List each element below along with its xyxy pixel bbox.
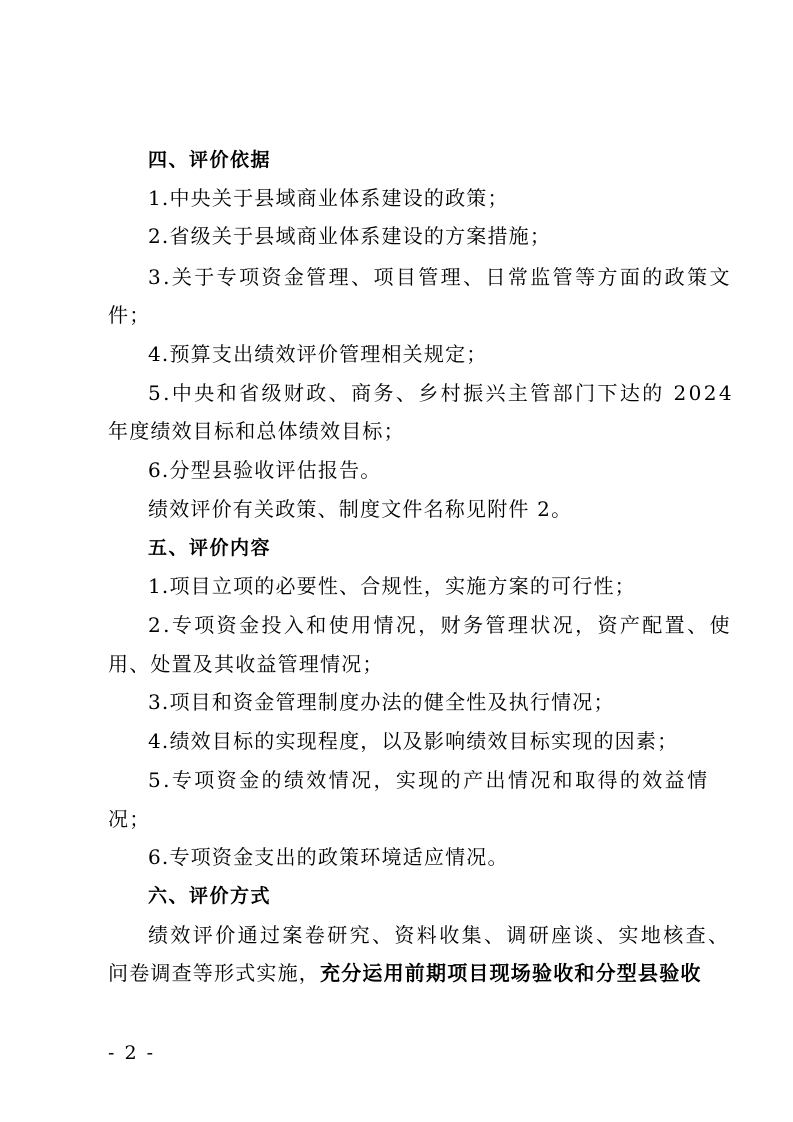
basis-item-4: 4.预算支出绩效评价管理相关规定；: [148, 342, 488, 366]
content-item-3: 3.项目和资金管理制度办法的健全性及执行情况；: [148, 690, 615, 714]
section-heading-evaluation-basis: 四、评价依据: [148, 149, 272, 171]
basis-item-3-line-2: 件；: [108, 303, 151, 327]
method-paragraph-bold-text: 充分运用前期项目现场验收和分型县验收: [320, 961, 702, 985]
section-heading-evaluation-content: 五、评价内容: [148, 537, 272, 559]
content-item-2-line-2: 用、处置及其收益管理情况；: [108, 652, 384, 676]
method-paragraph-normal-text: 问卷调查等形式实施，: [108, 961, 320, 985]
basis-item-2: 2.省级关于县域商业体系建设的方案措施；: [148, 224, 552, 248]
basis-item-5-line-2: 年度绩效目标和总体绩效目标；: [108, 419, 405, 443]
basis-item-1: 1.中央关于县域商业体系建设的政策；: [148, 186, 509, 210]
content-item-5-line-2: 况；: [108, 807, 151, 831]
method-paragraph-line-2: [108, 959, 702, 987]
content-item-1: 1.项目立项的必要性、合规性，实施方案的可行性；: [148, 574, 636, 598]
content-item-5-line-1: 5.专项资金的绩效情况，实现的产出情况和取得的效益情: [148, 768, 710, 792]
basis-note: 绩效评价有关政策、制度文件名称见附件 2。: [148, 497, 573, 521]
section-heading-evaluation-method: 六、评价方式: [148, 885, 272, 907]
content-item-6: 6.专项资金支出的政策环境适应情况。: [148, 845, 509, 869]
page-number: - 2 -: [108, 1042, 156, 1064]
content-item-4: 4.绩效目标的实现程度，以及影响绩效目标实现的因素；: [148, 729, 679, 753]
method-paragraph-line-1: 绩效评价通过案卷研究、资料收集、调研座谈、实地核查、: [148, 923, 731, 947]
basis-item-3-line-1: 3.关于专项资金管理、项目管理、日常监管等方面的政策文: [148, 265, 732, 289]
content-item-2-line-1: 2.专项资金投入和使用情况，财务管理状况，资产配置、使: [148, 613, 732, 637]
basis-item-6: 6.分型县验收评估报告。: [148, 458, 382, 482]
basis-item-5-line-1: 5.中央和省级财政、商务、乡村振兴主管部门下达的 2024: [148, 381, 734, 405]
